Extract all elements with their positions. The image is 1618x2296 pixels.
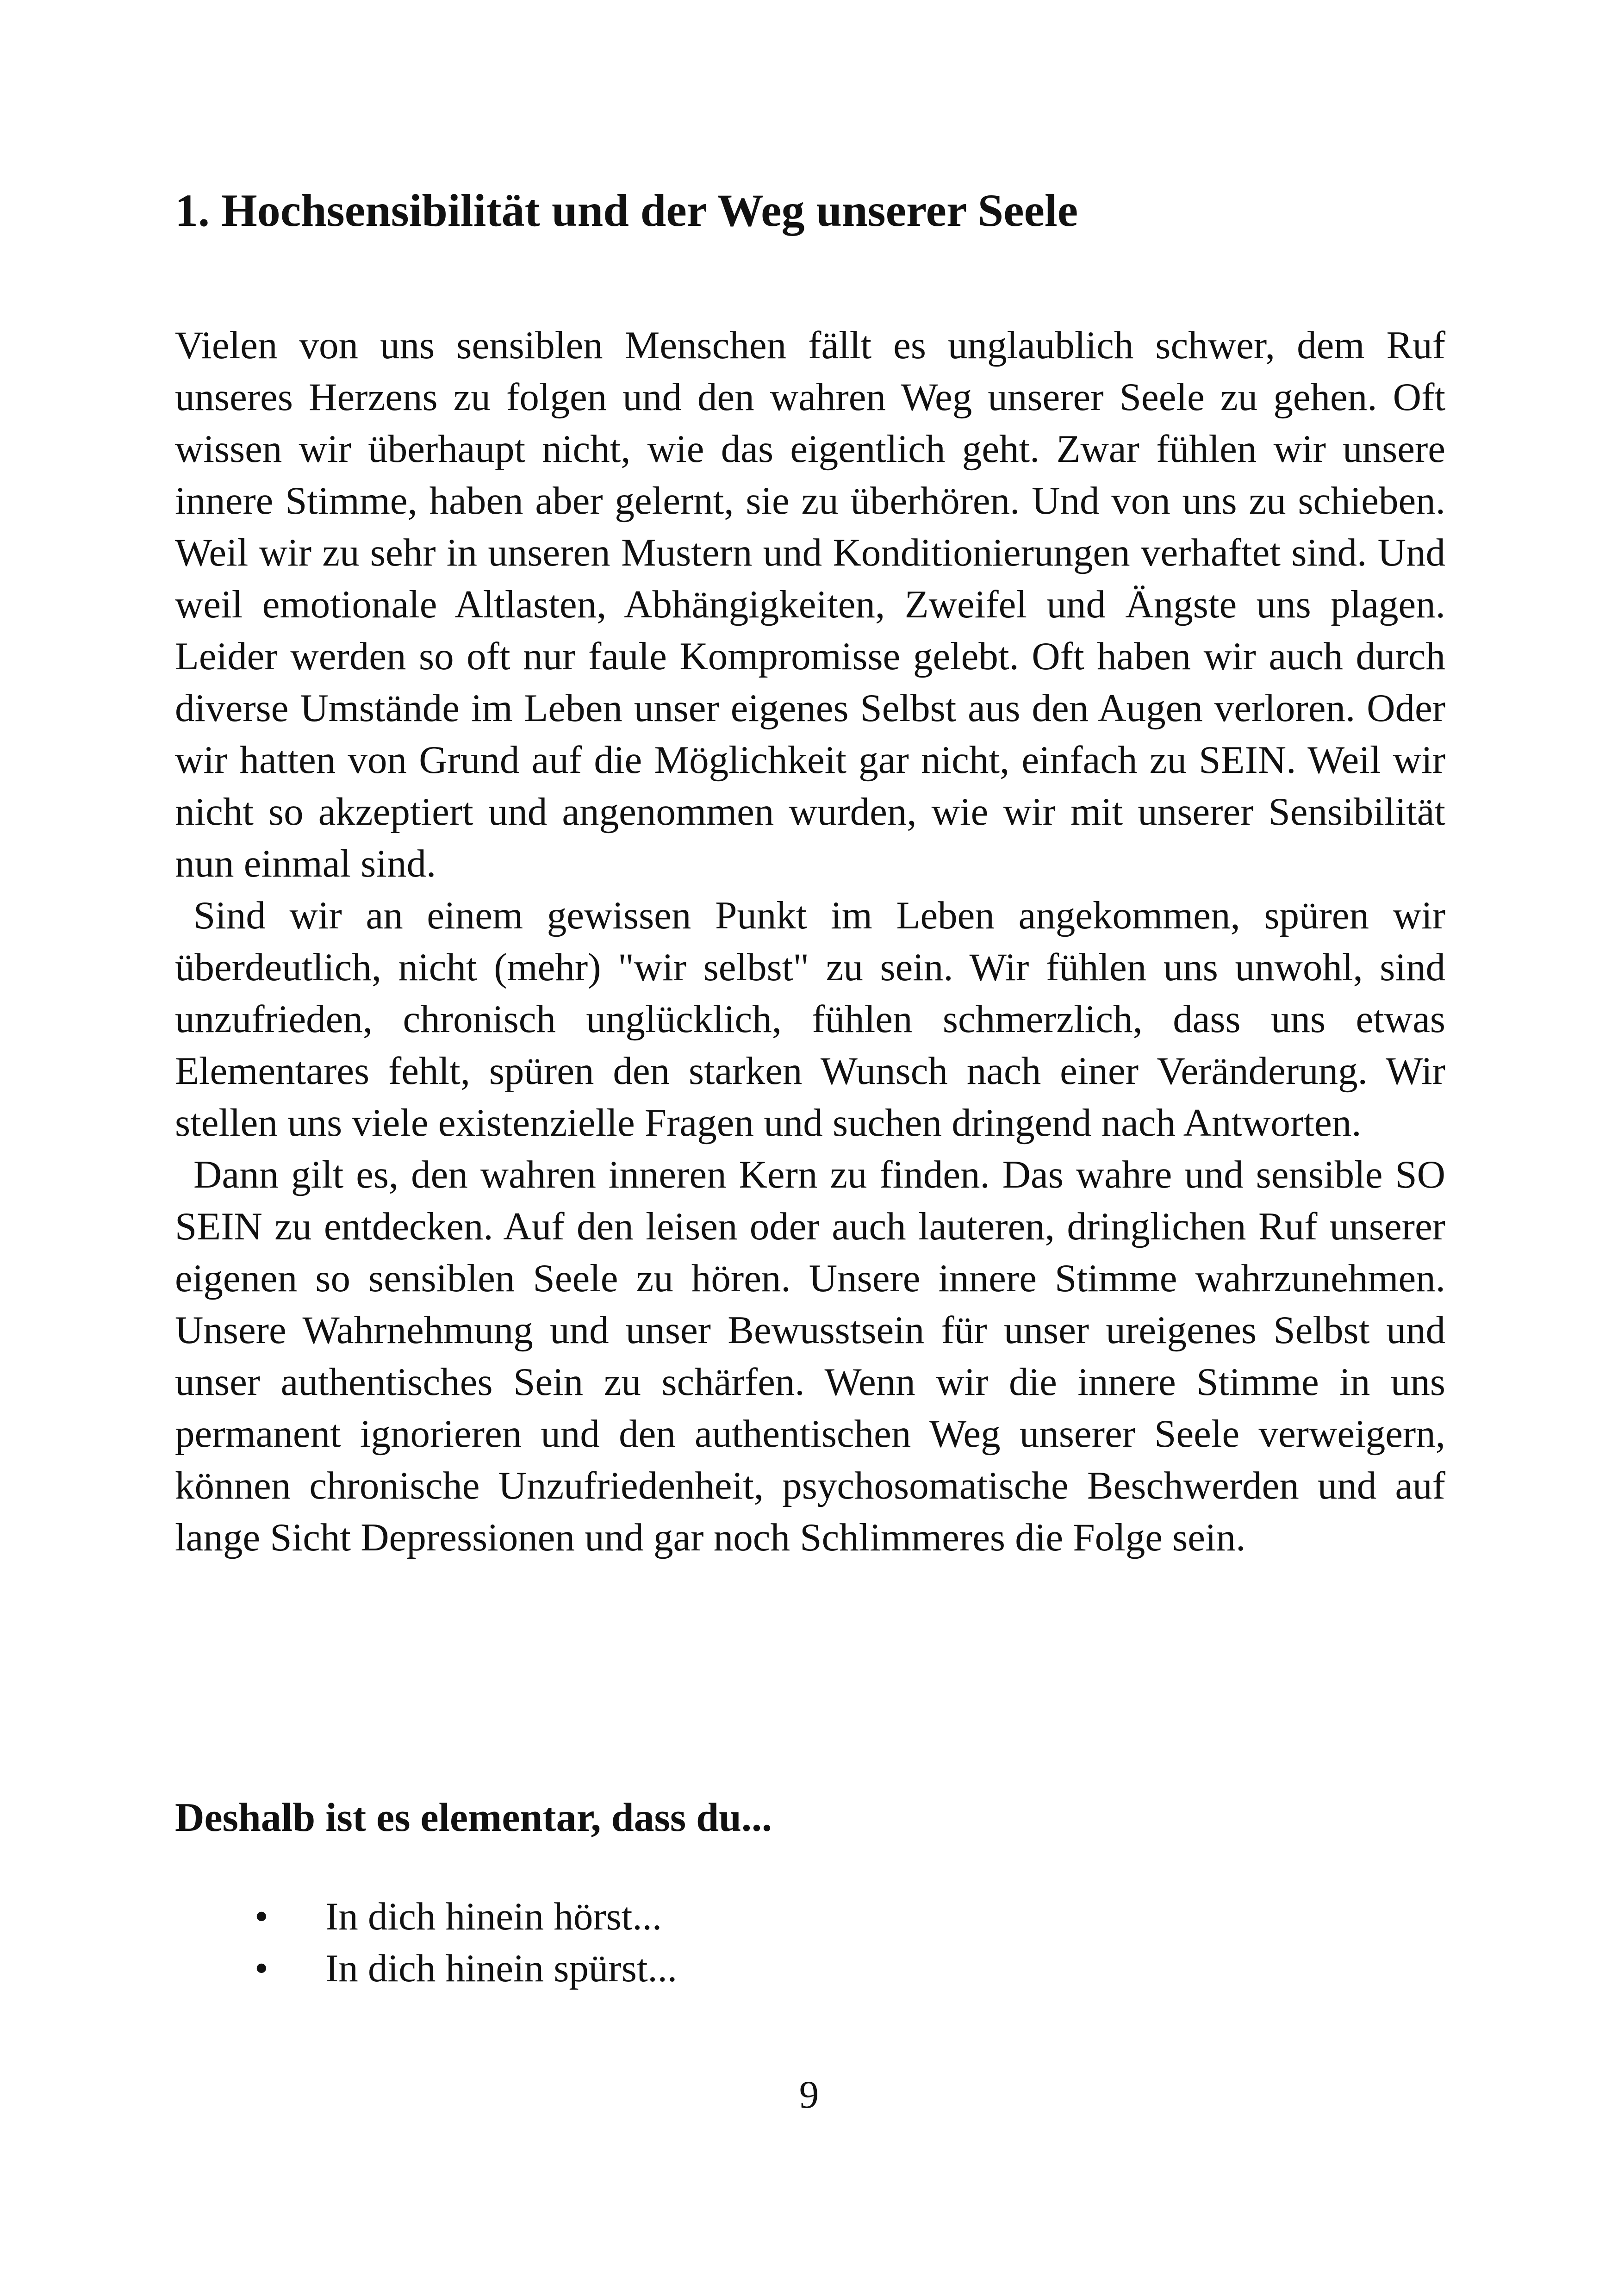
bullet-list <box>175 1891 677 1994</box>
list-item-text: In dich hinein hörst... <box>325 1895 662 1938</box>
paragraph: Dann gilt es, den wahren inneren Kern zu finden. Das wahre und sensible SO SEIN zu entdecken. Auf den leisen oder auch lauteren, dringlichen Ruf unserer eigenen so sensiblen Seele zu hören. Unsere innere Stimme wahrzunehmen. Unsere Wahrnehmung und unser Bewusstsein für unser ureigenes Selbst und unser authentisches Sein zu schärfen. Wenn wir die innere Stimme in uns permanent ignorieren und den authentischen Weg unserer Seele verweigern, können chronische Unzufriedenheit, psychosomatische Beschwerden und auf lange Sicht Depressionen und gar noch Schlimmeres die Folge sein. <box>175 1153 1445 1559</box>
list-item <box>175 1891 677 1942</box>
list-item <box>175 1942 677 1994</box>
paragraph: Vielen von uns sensiblen Menschen fällt es unglaublich schwer, dem Ruf unseres Herzens zu folgen und den wahren Weg unserer Seele zu gehen. Oft wissen wir überhaupt nicht, wie das eigentlich geht. Zwar fühlen wir unsere innere Stimme, haben aber gelernt, sie zu überhören. Und von uns zu schieben. Weil wir zu sehr in unseren Mustern und Konditionierungen verhaftet sind. Und weil emotionale Altlasten, Abhängigkeiten, Zweifel und Ängste uns plagen. Leider werden so oft nur faule Kompromisse gelebt. Oft haben wir auch durch diverse Umstände im Leben unser eigenes Selbst aus den Augen verloren. Oder wir hatten von Grund auf die Möglichkeit gar nicht, einfach zu SEIN. Weil wir nicht so akzeptiert und angenommen wurden, wie wir mit unserer Sensibilität nun einmal sind. <box>175 324 1445 885</box>
paragraph: Sind wir an einem gewissen Punkt im Leben angekommen, spüren wir überdeutlich, nicht (mehr) "wir selbst" zu sein. Wir fühlen uns unwohl, sind unzufrieden, chronisch unglücklich, fühlen schmerzlich, dass uns etwas Elementares fehlt, spüren den starken Wunsch nach einer Veränderung. Wir stellen uns viele existenzielle Fragen und suchen dringend nach Antworten. <box>175 894 1445 1145</box>
bullet-icon: • <box>255 1947 268 1990</box>
page-number: 9 <box>799 2073 819 2116</box>
list-item-text: In dich hinein spürst... <box>325 1947 678 1990</box>
body-text <box>175 319 1445 1563</box>
chapter-title: 1. Hochsensibilität und der Weg unserer Seele <box>175 185 1078 236</box>
subheading: Deshalb ist es elementar, dass du... <box>175 1795 772 1840</box>
bullet-icon: • <box>255 1895 268 1938</box>
